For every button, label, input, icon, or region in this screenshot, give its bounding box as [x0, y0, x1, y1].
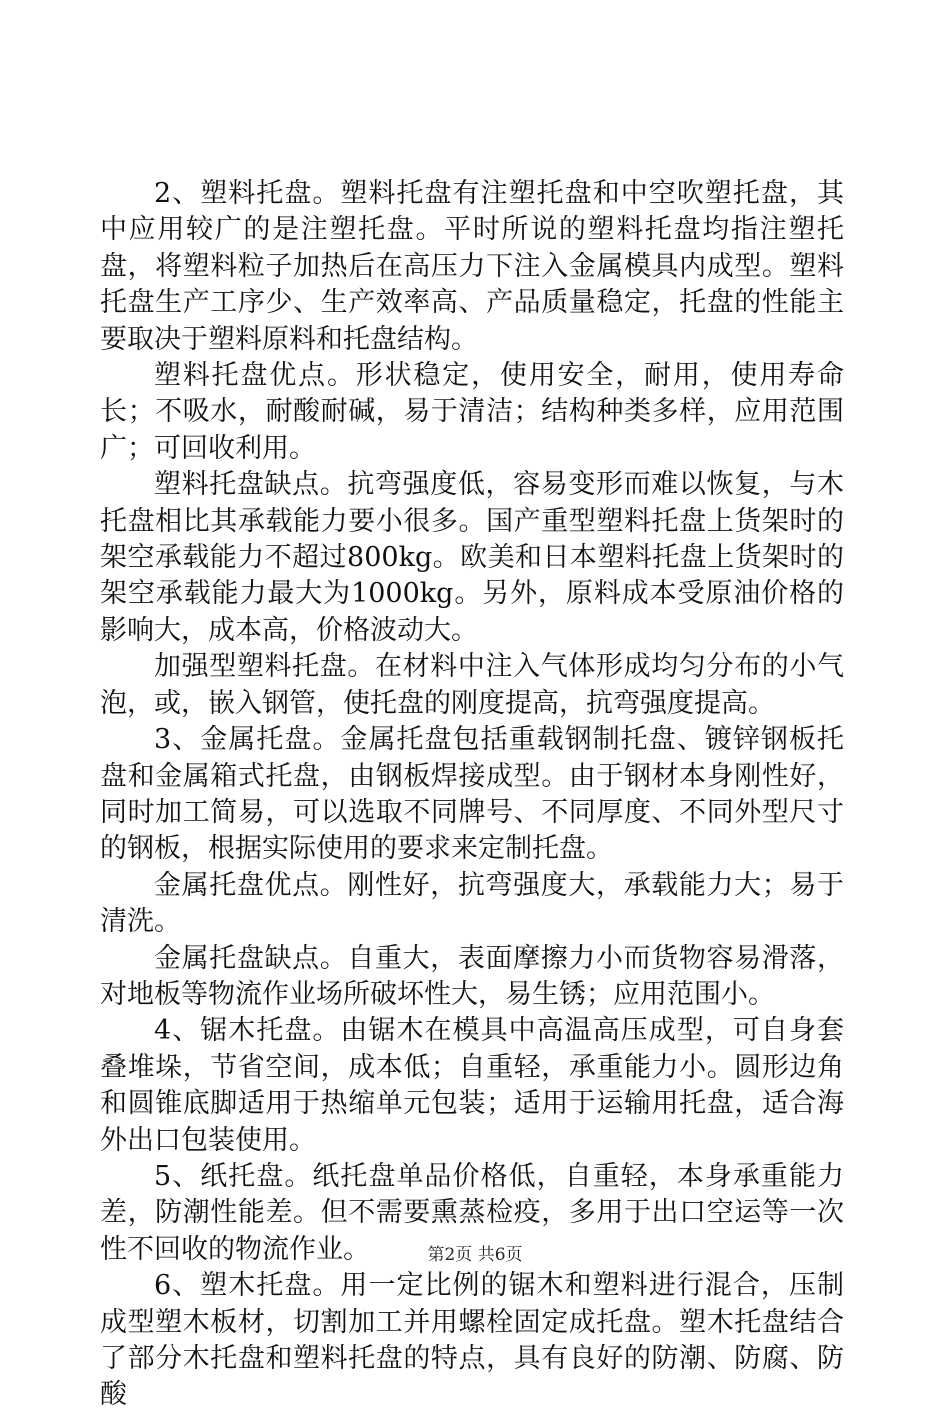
paragraph-reinforced-plastic: 加强型塑料托盘。在材料中注入气体形成均匀分布的小气泡，或，嵌入钢管，使托盘的刚度提高，抗弯强度提高。 — [100, 651, 844, 719]
paragraph-plastic-advantages: 塑料托盘优点。形状稳定，使用安全，耐用，使用寿命长；不吸水，耐酸耐碱，易于清洁；结构种类多样，应用范围广；可回收利用。 — [100, 360, 844, 464]
page-footer: 第2页 共6页 — [427, 1245, 523, 1265]
paragraph-wood-plastic-pallet: 6、塑木托盘。用一定比例的锯木和塑料进行混合，压制成型塑木板材，切割加工并用螺栓固定成托盘。塑木托盘结合了部分木托盘和塑料托盘的特点，具有良好的防潮、防腐、防酸 — [100, 1270, 844, 1411]
paragraph-sawdust-pallet: 4、锯木托盘。由锯木在模具中高温高压成型，可自身套叠堆垛，节省空间，成本低；自重轻，承重能力小。圆形边角和圆锥底脚适用于热缩单元包装；适用于运输用托盘，适合海外出口包装使用。 — [100, 1015, 844, 1156]
paragraph-paper-pallet: 5、纸托盘。纸托盘单品价格低，自重轻，本身承重能力差，防潮性能差。但不需要熏蒸检疫，多用于出口空运等一次性不回收的物流作业。 — [100, 1160, 844, 1265]
paragraph-plastic-disadvantages: 塑料托盘缺点。抗弯强度低，容易变形而难以恢复，与木托盘相比其承载能力要小很多。国产重型塑料托盘上货架时的架空承载能力不超过800kg。欧美和日本塑料托盘上货架时的架空承载能力最大为1000kg。另外，原料成本受原油价格的影响大，成本高，价格波动大。 — [100, 469, 844, 646]
document-body — [100, 176, 844, 1414]
paragraph-metal-disadvantages: 金属托盘缺点。自重大，表面摩擦力小而货物容易滑落，对地板等物流作业场所破坏性大，易生锈；应用范围小。 — [100, 942, 844, 1010]
paragraph-metal-pallet: 3、金属托盘。金属托盘包括重载钢制托盘、镀锌钢板托盘和金属箱式托盘，由钢板焊接成型。由于钢材本身刚性好，同时加工简易，可以选取不同牌号、不同厚度、不同外型尺寸的钢板，根据实际使用的要求来定制托盘。 — [100, 724, 844, 865]
paragraph-plastic-pallet: 2、塑料托盘。塑料托盘有注塑托盘和中空吹塑托盘，其中应用较广的是注塑托盘。平时所说的塑料托盘均指注塑托盘，将塑料粒子加热后在高压力下注入金属模具内成型。塑料托盘生产工序少、生产效率高、产品质量稳定，托盘的性能主要取决于塑料原料和托盘结构。 — [100, 178, 844, 355]
paragraph-metal-advantages: 金属托盘优点。刚性好，抗弯强度大，承载能力大；易于清洗。 — [100, 869, 844, 938]
